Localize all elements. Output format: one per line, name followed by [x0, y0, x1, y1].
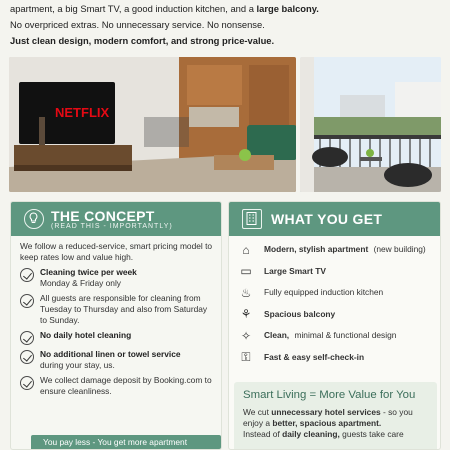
concept-item-no-linen — [20, 349, 213, 371]
concept-item-bold: Cleaning twice per week — [40, 267, 137, 277]
tv-icon: ▭ — [240, 264, 252, 279]
concept-item-bold: No additional linen or towel service — [40, 349, 181, 359]
concept-item-text: We collect damage deposit by Booking.com to ensure cleanliness. — [40, 375, 212, 396]
get-item-text: minimal & functional design — [294, 330, 397, 341]
home-icon: ⌂ — [242, 242, 250, 257]
building-icon — [242, 209, 262, 229]
check-circle-icon — [20, 268, 34, 282]
get-item-apartment — [238, 239, 432, 261]
tv-brand-text: NETFLIX — [55, 105, 110, 120]
check-circle-icon — [20, 376, 34, 390]
get-item-bold: Modern, stylish apartment — [264, 244, 371, 255]
get-item-bold: Spacious balcony — [264, 308, 336, 319]
get-item-kitchen — [238, 282, 432, 304]
intro-line-1-bold: large balcony. — [253, 3, 319, 14]
living-room-illustration — [9, 57, 296, 192]
concept-header — [11, 202, 221, 236]
concept-item-no-daily-cleaning — [20, 330, 213, 345]
smart-bold: better, spacious apartment. — [272, 418, 382, 428]
concept-item-guest-cleaning — [20, 293, 213, 326]
smart-living-heading: Smart Living = More Value for You — [243, 389, 416, 401]
concept-subtitle: (READ THIS - IMPORTANTLY) — [51, 223, 173, 230]
what-you-get-header — [229, 202, 440, 236]
smart-living-box — [234, 382, 437, 450]
check-circle-icon — [20, 350, 34, 364]
intro-text — [10, 0, 442, 49]
get-item-design — [238, 325, 432, 347]
concept-item-cleaning — [20, 267, 213, 289]
get-item-checkin — [238, 347, 432, 369]
smart-text: guests take care — [342, 429, 404, 439]
smart-text: Instead of — [243, 429, 280, 439]
key-icon: ⚿ — [241, 350, 251, 365]
lightbulb-icon — [24, 209, 44, 229]
smart-text: enjoy a — [243, 418, 271, 428]
concept-item-text: during your stay, us. — [40, 360, 115, 370]
concept-item-text: Monday & Friday only — [40, 278, 121, 288]
concept-item-text: All guests are responsible for cleaning from Tuesday to Thursday and also from Saturday to Sunday. — [40, 293, 208, 325]
kitchen-icon: ♨ — [240, 285, 252, 300]
intro-line-3: Just clean design, modern comfort, and strong price-value. — [10, 35, 275, 46]
smart-text: We cut — [243, 407, 269, 417]
sparkle-icon: ✧ — [240, 328, 252, 343]
get-item-text: (new building) — [373, 244, 426, 255]
smart-living-text — [243, 407, 428, 440]
living-room-photo[interactable] — [9, 57, 296, 192]
get-item-balcony — [238, 304, 432, 326]
concept-intro: We follow a reduced-service, smart pricing model to keep rates low and value high. — [20, 241, 213, 262]
concept-item-deposit — [20, 375, 213, 397]
get-item-tv — [238, 261, 432, 283]
intro-line-1 — [10, 1, 442, 17]
balcony-illustration — [300, 57, 441, 192]
balcony-photo[interactable] — [300, 57, 441, 192]
pay-less-banner: You pay less - You get more apartment — [31, 435, 221, 449]
smart-text: - so you — [382, 407, 413, 417]
get-item-text: Fully equipped induction kitchen — [264, 287, 384, 298]
get-item-bold: Clean, — [264, 330, 292, 341]
smart-bold: unnecessary hotel services — [271, 407, 381, 417]
concept-card — [10, 201, 222, 450]
balcony-icon: ⚘ — [240, 307, 252, 322]
intro-line-2: No overpriced extras. No unnecessary service. No nonsense. — [10, 19, 265, 30]
what-you-get-card — [228, 201, 441, 450]
check-circle-icon — [20, 294, 34, 308]
get-item-bold: Fast & easy self-check-in — [264, 351, 365, 362]
concept-title: THE CONCEPT — [51, 208, 155, 224]
concept-item-bold: No daily hotel cleaning — [40, 330, 132, 340]
intro-line-1-text: apartment, a big Smart TV, a good induction kitchen, and a — [10, 3, 254, 14]
check-circle-icon — [20, 331, 34, 345]
get-item-bold: Large Smart TV — [264, 265, 326, 276]
photo-gallery — [9, 57, 441, 192]
smart-bold: daily cleaning, — [282, 429, 340, 439]
what-you-get-list — [229, 236, 440, 368]
concept-body — [11, 236, 221, 397]
what-you-get-title: WHAT YOU GET — [271, 211, 383, 227]
